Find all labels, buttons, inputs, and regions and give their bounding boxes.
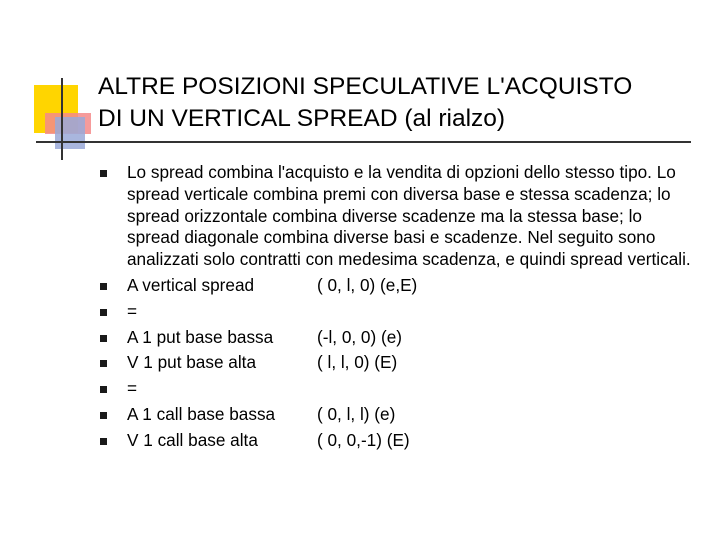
bullet-row: [98, 275, 698, 297]
bullet-square-icon: [100, 335, 107, 342]
bullet-square-icon: [100, 283, 107, 290]
row-label: V 1 put base alta: [127, 352, 256, 373]
decor-vertical-line: [61, 78, 63, 160]
bullet-square-icon: [100, 360, 107, 367]
bullet-square-icon: [100, 412, 107, 419]
title-line: ALTRE POSIZIONI SPECULATIVE L'ACQUISTO: [98, 73, 633, 100]
row-label: =: [127, 300, 138, 321]
row-value: ( l, l, 0) (E): [317, 352, 398, 373]
bullet-row: [98, 327, 698, 349]
bullet-list: [98, 162, 698, 452]
bullet-row: [98, 352, 698, 374]
bullet-square-icon: [100, 386, 107, 393]
title-line: DI UN VERTICAL SPREAD (al rialzo): [98, 105, 506, 132]
title-underline: [36, 141, 691, 143]
row-label: =: [127, 378, 138, 399]
bullet-row: [98, 378, 698, 400]
row-value: ( 0, l, l) (e): [317, 403, 396, 424]
decor-blue-square: [55, 117, 85, 149]
row-label: A vertical spread: [127, 274, 255, 295]
row-label: V 1 call base alta: [127, 429, 258, 450]
row-value: ( 0, 0,-1) (E): [317, 429, 410, 450]
row-value: (-l, 0, 0) (e): [317, 326, 402, 347]
bullet-square-icon: [100, 170, 107, 177]
bullet-paragraph: [98, 162, 698, 271]
slide-title: [98, 71, 698, 135]
row-value: ( 0, l, 0) (e,E): [317, 274, 418, 295]
bullet-row: [98, 404, 698, 426]
bullet-row: [98, 301, 698, 323]
bullet-row: [98, 430, 698, 452]
paragraph-text: Lo spread combina l'acquisto e la vendita di opzioni dello stesso tipo. Lo spread verticale combina premi con diversa base e stessa scadenza; lo spread orizzontale combina diverse scadenze ma la stessa base; lo spread diagonale combina diverse basi e scadenze. Nel seguito sono analizzati solo contratti con medesima scadenza, e quindi spread verticali.: [127, 162, 691, 270]
row-label: A 1 put base bassa: [127, 326, 274, 347]
row-label: A 1 call base bassa: [127, 403, 276, 424]
bullet-square-icon: [100, 438, 107, 445]
bullet-square-icon: [100, 309, 107, 316]
